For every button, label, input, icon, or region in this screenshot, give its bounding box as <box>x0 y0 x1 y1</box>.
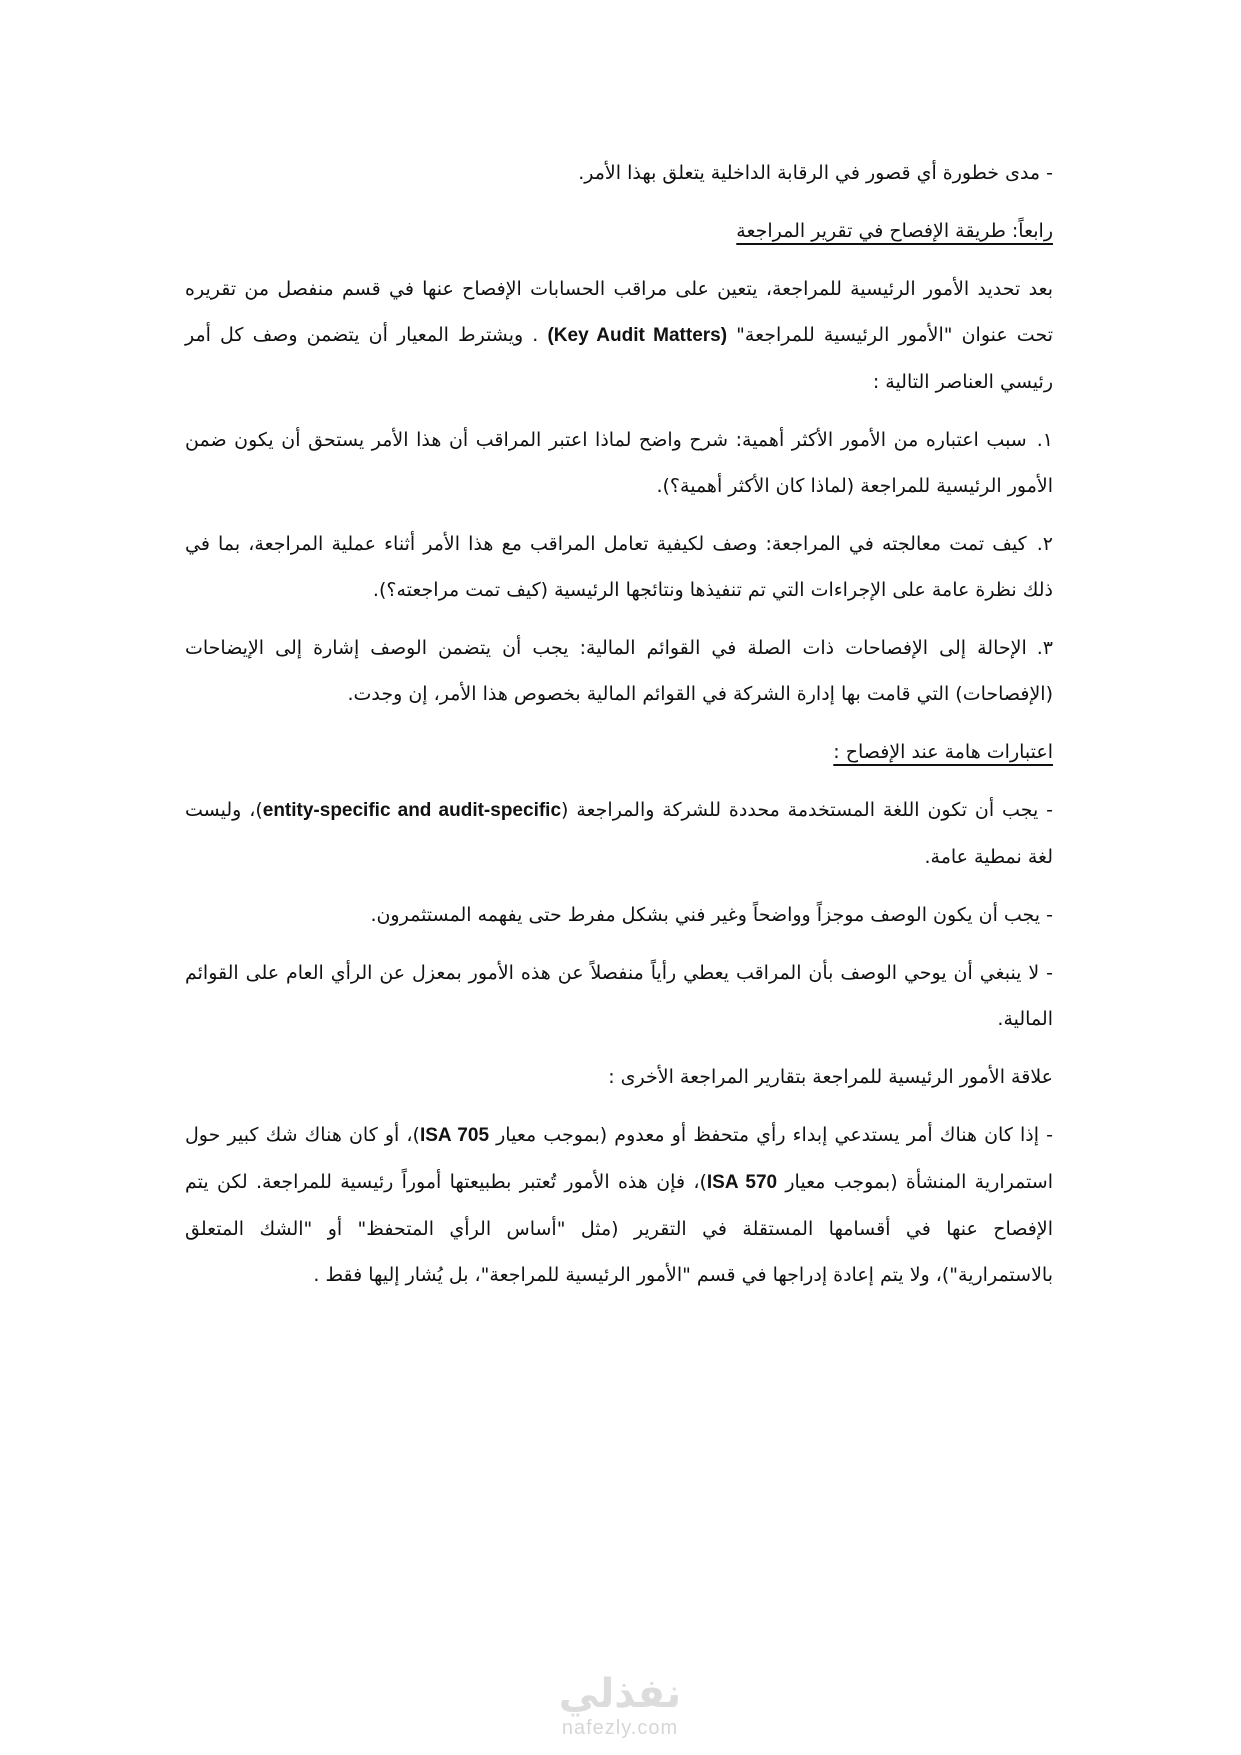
consideration-bullet-3: - لا ينبغي أن يوحي الوصف بأن المراقب يعطي رأياً منفصلاً عن هذه الأمور بمعزل عن الرأي العام على القوائم المالية. <box>185 962 1053 1030</box>
item-text: كيف تمت معالجته في المراجعة: وصف لكيفية تعامل المراقب مع هذا الأمر أثناء عملية المراجعة، بما في ذلك نظرة عامة على الإجراءات التي تم تنفيذها ونتائجها الرئيسية (كيف تمت مراجعته؟). <box>185 533 1053 601</box>
relation-text-part3: )، فإن هذه الأمور تُعتبر بطبيعتها أموراً رئيسية للمراجعة. لكن يتم الإفصاح عنها في أقسامها المستقلة في التقرير (مثل "أساس الرأي المتحفظ" أو "الشك المتعلق بالاستمرارية")، ولا يتم إعادة إدراجها في قسم "الأمور الرئيسية للمراجعة"، بل يُشار إليها فقط . <box>185 1171 1053 1286</box>
numbered-item-1 <box>185 417 1053 509</box>
item-number: ٢. <box>1036 533 1053 555</box>
bullet-text-before: - يجب أن تكون اللغة المستخدمة محددة للشركة والمراجعة ( <box>561 799 1053 821</box>
document-body <box>185 150 1053 1310</box>
watermark-latin-url: nafezly.com <box>561 1717 679 1739</box>
intro-bullet: - مدى خطورة أي قصور في الرقابة الداخلية يتعلق بهذا الأمر. <box>578 162 1053 184</box>
isa-705-reference: ISA 705 <box>419 1125 490 1146</box>
item-number: ٣. <box>1036 637 1053 659</box>
section-heading-disclosure-method: رابعاً: طريقة الإفصاح في تقرير المراجعة <box>736 220 1053 242</box>
nafezly-watermark <box>540 1672 700 1740</box>
item-number: ١. <box>1036 429 1053 451</box>
item-text: سبب اعتباره من الأمور الأكثر أهمية: شرح واضح لماذا اعتبر المراقب أن هذا الأمر يستحق أن يكون ضمن الأمور الرئيسية للمراجعة (لماذا كان الأكثر أهمية؟). <box>185 429 1053 497</box>
numbered-item-2 <box>185 521 1053 613</box>
item-text: الإحالة إلى الإفصاحات ذات الصلة في القوائم المالية: يجب أن يتضمن الوصف إشارة إلى الإيضاحات (الإفصاحات) التي قامت بها إدارة الشركة في القوائم المالية بخصوص هذا الأمر، إن وجدت. <box>185 637 1053 705</box>
consideration-bullet-2: - يجب أن يكون الوصف موجزاً وواضحاً وغير فني بشكل مفرط حتى يفهمه المستثمرون. <box>370 904 1053 926</box>
bullet-text-after: )، وليست لغة نمطية عامة. <box>185 799 1053 868</box>
isa-570-reference: ISA 570 <box>706 1172 778 1193</box>
intro-text-before: بعد تحديد الأمور الرئيسية للمراجعة، يتعين على مراقب الحسابات الإفصاح عنها في قسم منفصل من تقريره تحت عنوان "الأمور الرئيسية للمراجعة" <box>185 278 1054 346</box>
relation-text-part2: )، أو كان هناك شك كبير حول استمرارية المنشأة (بموجب معيار <box>185 1124 1053 1193</box>
consideration-bullet-1 <box>185 787 1053 880</box>
bullet-text-english: entity-specific and audit-specific <box>262 800 562 821</box>
section-heading-considerations: اعتبارات هامة عند الإفصاح : <box>833 741 1053 763</box>
watermark-arabic-logo: نفذلي <box>558 1671 682 1717</box>
relation-paragraph <box>185 1112 1053 1298</box>
section-intro-paragraph <box>185 266 1053 405</box>
numbered-item-3 <box>185 625 1053 717</box>
relation-text-part1: - إذا كان هناك أمر يستدعي إبداء رأي متحفظ أو معدوم (بموجب معيار <box>489 1124 1053 1146</box>
intro-text-english: (Key Audit Matters) <box>547 325 728 346</box>
section-heading-relation: علاقة الأمور الرئيسية للمراجعة بتقارير المراجعة الأخرى : <box>608 1066 1053 1088</box>
intro-text-after: . ويشترط المعيار أن يتضمن وصف كل أمر رئيسي العناصر التالية : <box>185 324 1053 393</box>
